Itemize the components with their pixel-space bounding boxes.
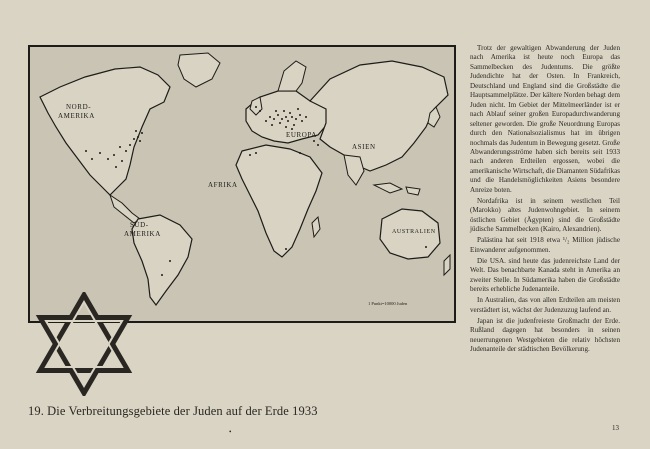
label-africa: AFRIKA (208, 181, 238, 189)
label-north-america-1: NORD- (66, 103, 92, 111)
madagascar-shape (312, 217, 320, 237)
map-legend: 1 Punkt=10000 Juden (368, 301, 408, 306)
north-america-shape (40, 67, 170, 195)
paragraph: Die USA. sind heute das judenreichste Land der Welt. Das benachbarte Kanada steht in Amerika an zweiter Stelle. In Südamerika haben die Großstädte bereits erhebliche Judenanteile. (470, 256, 620, 294)
greenland-shape (178, 53, 220, 87)
paragraph: Trotz der gewaltigen Abwanderung der Juden nach Amerika ist heute noch Europa das Sammelbecken des Judentums. Die größte Judendichte hat der Osten. In Frankreich, Deutschland und England sind die Großstädte die Hauptsammelplätze. Der kältere Norden behagt dem Juden nicht. Im Gebiet der Mittelmeerländer ist er nach Ablauf seiner großen Europadurchwanderung seltener geworden. Die große Neuordnung Europas durch den Nationalsozialismus hat im übrigen nochmals das Judentum in Bewegung gesetzt. Große Abwanderungsströme haben sich bereits seit 1933 nach anderen Erdteilen ergossen, wobei die amerikanische Wirtschaft, die Diamanten Südafrikas und die Handelsmöglichkeiten Asiens besondere Anreize boten. (470, 44, 620, 194)
label-south-america-1: SÜD- (130, 221, 149, 229)
label-europe: EUROPA (286, 131, 317, 139)
asia-shape (310, 61, 448, 171)
star-of-david-icon (32, 292, 136, 401)
map-graphic (30, 47, 454, 321)
figure-caption: 19. Die Verbreitungsgebiete der Juden auf der Erde 1933 (28, 404, 318, 418)
central-america-shape (110, 195, 140, 223)
paragraph: In Australien, das von allen Erdteilen am meisten verstädtert ist, wächst der Judenzuzug laufend an. (470, 296, 620, 314)
footer-mark: • (229, 428, 232, 436)
africa-shape (236, 145, 322, 257)
body-text-column (470, 44, 620, 356)
label-asia: ASIEN (352, 143, 376, 151)
paragraph: Palästina hat seit 1918 etwa ¹/₂ Million jüdische Einwanderer aufgenommen. (470, 236, 620, 254)
scandinavia-shape (278, 61, 306, 91)
new-zealand-shape (444, 255, 450, 275)
page-number: 13 (612, 424, 619, 432)
paragraph: Japan ist die judenfreieste Großmacht der Erde. Rußland dagegen hat besonders in seinen neuerrungenen Westgebieten die relativ höchsten Judenanteile der städtischen Bevölkerung. (470, 316, 620, 354)
india-shape (344, 155, 364, 185)
indonesia-shape (374, 183, 420, 195)
paragraph: Nordafrika ist in seinem westlichen Teil (Marokko) altes Judenwohngebiet. In seinem östlichen Gebiet (Ägypten) sind die Großstädte jüdische Sammelbecken (Kairo, Alexandrien). (470, 196, 620, 234)
world-map (28, 45, 456, 323)
label-australia: AUSTRALIEN (392, 229, 436, 235)
label-south-america-2: AMERIKA (124, 230, 161, 238)
label-north-america-2: AMERIKA (58, 112, 95, 120)
